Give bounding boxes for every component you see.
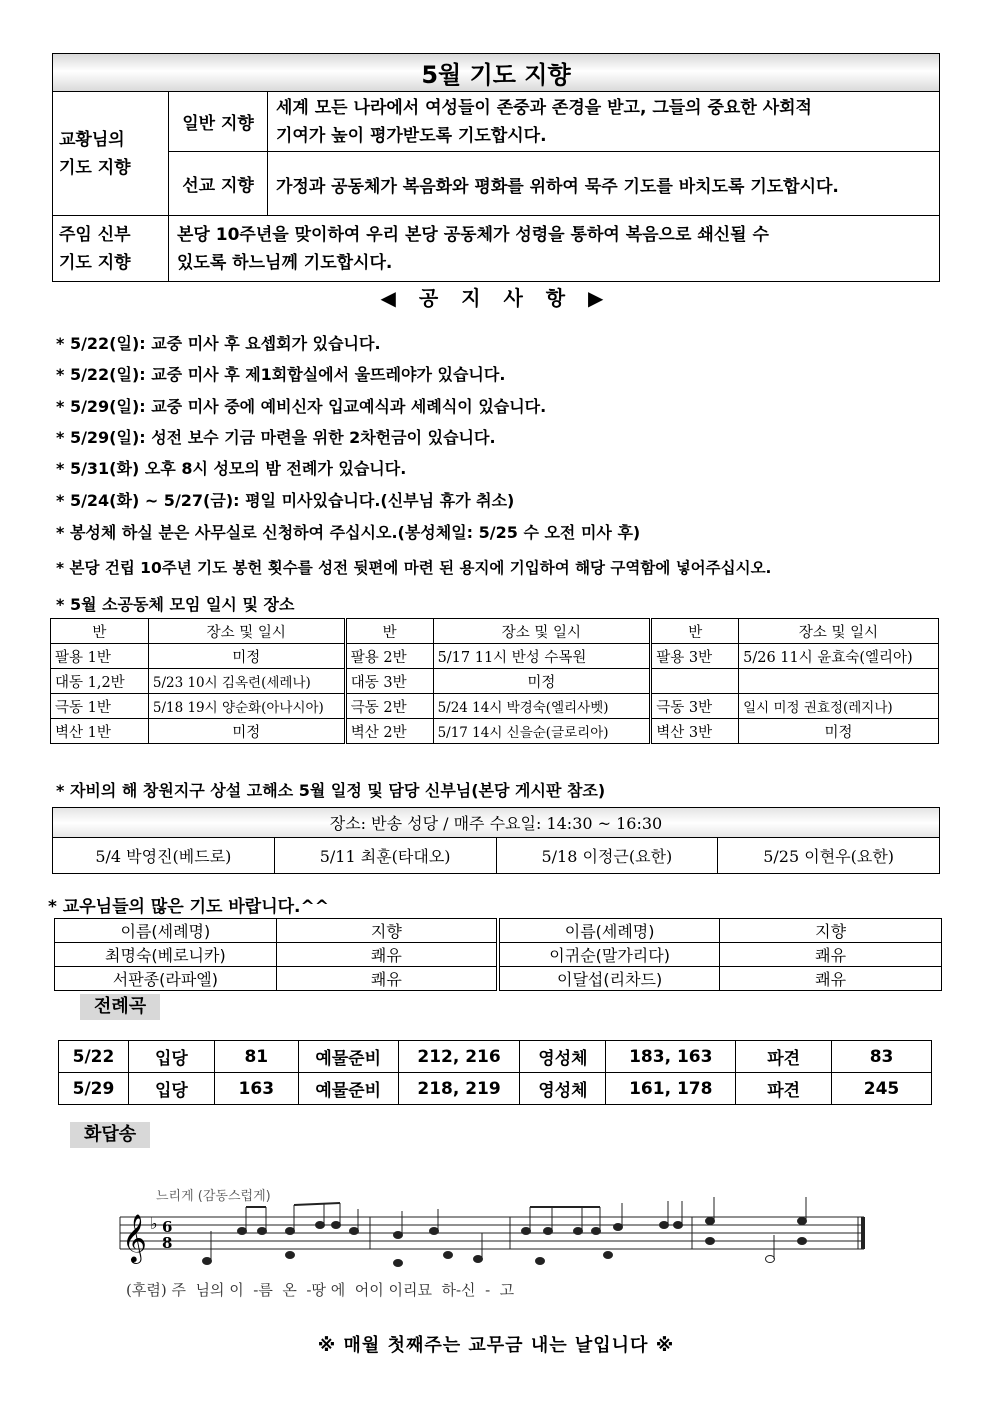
confession-slot: 5/4 박영진(베드로) xyxy=(53,838,275,874)
place-cell: 5/17 14시 신을순(글로리아) xyxy=(433,719,651,744)
group-cell: 대동 1,2반 xyxy=(51,669,149,694)
col-header-place: 장소 및 일시 xyxy=(148,619,345,644)
hymn-part: 입당 xyxy=(128,1041,214,1073)
hymn-number: 83 xyxy=(832,1041,932,1073)
table-row xyxy=(55,967,942,991)
name-cell: 이귀순(말가리다) xyxy=(498,943,720,967)
score-lyrics: (후렴) 주 님의 이 -름 온 -땅 에 어이 이리묘 하-신 - 고 xyxy=(126,1281,515,1299)
confession-slot: 5/18 이정근(요한) xyxy=(496,838,718,874)
pastor-intention-text xyxy=(169,216,940,282)
mission-intention-text: 가정과 공동체가 복음화와 평화를 위하여 묵주 기도를 바치도록 기도합시다. xyxy=(268,152,940,216)
col-header-group: 반 xyxy=(651,619,739,644)
general-intention-label: 일반 지향 xyxy=(169,92,268,152)
name-cell: 서판종(라파엘) xyxy=(55,967,277,991)
intention-cell: 쾌유 xyxy=(720,943,942,967)
pope-label-line2: 기도 지향 xyxy=(59,157,131,178)
confession-place-line: 장소: 반송 성당 / 매주 수요일: 14:30 ~ 16:30 xyxy=(53,808,940,838)
table-row xyxy=(59,1073,932,1105)
group-cell: 팔용 2반 xyxy=(345,644,433,669)
notice-item: * 5/22(일): 교중 미사 후 제1회합실에서 울뜨레야가 있습니다. xyxy=(56,365,506,384)
group-cell: 극동 2반 xyxy=(345,694,433,719)
pastor-label-line2: 기도 지향 xyxy=(59,252,131,273)
pope-label-line1: 교황님의 xyxy=(59,129,125,150)
place-cell: 미정 xyxy=(148,644,345,669)
hymn-number: 245 xyxy=(832,1073,932,1105)
hymn-part: 파견 xyxy=(736,1041,832,1073)
svg-text:6: 6 xyxy=(162,1218,173,1236)
place-cell: 미정 xyxy=(433,669,651,694)
col-header-intention: 지향 xyxy=(720,919,942,943)
svg-text:8: 8 xyxy=(162,1234,173,1252)
right-triangle-icon: ▶ xyxy=(588,286,612,310)
notice-item: * 5/24(화) ~ 5/27(금): 평일 미사있습니다.(신부님 휴가 취소) xyxy=(56,491,515,510)
requests-heading: * 교우님들의 많은 기도 바랍니다.^^ xyxy=(48,897,329,917)
hymn-part: 예물준비 xyxy=(298,1041,398,1073)
table-row xyxy=(51,644,939,669)
group-cell: 벽산 3반 xyxy=(651,719,739,744)
notice-heading xyxy=(0,282,992,311)
notice-item: * 5/29(일): 교중 미사 중에 예비신자 입교예식과 세례식이 있습니다. xyxy=(56,397,547,416)
community-schedule-table xyxy=(50,618,939,744)
pastor-label-line1: 주임 신부 xyxy=(59,224,131,245)
name-cell: 최명숙(베로니카) xyxy=(55,943,277,967)
hymn-part: 파견 xyxy=(736,1073,832,1105)
place-cell: 5/17 11시 반성 수목원 xyxy=(433,644,651,669)
name-cell: 이달섭(리차드) xyxy=(498,967,720,991)
hymn-number: 183, 163 xyxy=(606,1041,736,1073)
notice-item: * 5/22(일): 교중 미사 후 요셉회가 있습니다. xyxy=(56,334,381,353)
pastor-text-line1: 본당 10주년을 맞이하여 우리 본당 공동체가 성령을 통하여 복음으로 쇄신될 수 xyxy=(177,224,769,245)
footer-note: ※ 매월 첫째주는 교무금 내는 날입니다 ※ xyxy=(317,1335,675,1356)
confession-slot: 5/11 최훈(타대오) xyxy=(274,838,496,874)
notice-item: * 5/29(일): 성전 보수 기금 마련을 위한 2차헌금이 있습니다. xyxy=(56,428,496,447)
table-row xyxy=(51,694,939,719)
notice-title-text: 공 지 사 항 xyxy=(418,286,574,310)
hymn-table xyxy=(58,1040,932,1105)
place-cell: 일시 미정 권효정(레지나) xyxy=(739,694,939,719)
hymn-number: 161, 178 xyxy=(606,1073,736,1105)
notice-item: * 5/31(화) 오후 8시 성모의 밤 전례가 있습니다. xyxy=(56,459,407,478)
table-row xyxy=(51,669,939,694)
col-header-name: 이름(세례명) xyxy=(498,919,720,943)
prayer-intention-table xyxy=(52,53,940,282)
confession-table xyxy=(52,807,940,874)
confession-slot: 5/25 이현우(요한) xyxy=(718,838,940,874)
group-cell: 극동 1반 xyxy=(51,694,149,719)
place-cell: 미정 xyxy=(739,719,939,744)
prayer-requests-table xyxy=(54,918,942,991)
place-cell xyxy=(739,669,939,694)
general-text-line1: 세계 모든 나라에서 여성들이 존중과 존경을 받고, 그들의 중요한 사회적 xyxy=(276,97,812,118)
intention-cell: 쾌유 xyxy=(276,943,498,967)
intention-cell: 쾌유 xyxy=(276,967,498,991)
group-cell: 벽산 1반 xyxy=(51,719,149,744)
group-cell: 팔용 3반 xyxy=(651,644,739,669)
treble-clef-icon: 𝄞 xyxy=(122,1213,147,1262)
col-header-group: 반 xyxy=(345,619,433,644)
place-cell: 5/24 14시 박경숙(엘리사벳) xyxy=(433,694,651,719)
community-heading: * 5월 소공동체 모임 일시 및 장소 xyxy=(56,595,295,614)
hymn-date: 5/29 xyxy=(59,1073,129,1105)
group-cell: 팔용 1반 xyxy=(51,644,149,669)
col-header-intention: 지향 xyxy=(276,919,498,943)
table-row xyxy=(51,719,939,744)
hymn-date: 5/22 xyxy=(59,1041,129,1073)
pope-intention-label xyxy=(53,92,169,216)
col-header-place: 장소 및 일시 xyxy=(739,619,939,644)
mission-intention-label: 선교 지향 xyxy=(169,152,268,216)
psalm-label: 화답송 xyxy=(70,1122,150,1148)
tempo-marking: 느리게 (감동스럽게) xyxy=(156,1189,271,1204)
group-cell: 극동 3반 xyxy=(651,694,739,719)
hymn-number: 218, 219 xyxy=(398,1073,520,1105)
col-header-group: 반 xyxy=(51,619,149,644)
place-cell: 5/18 19시 양순화(아나시아) xyxy=(148,694,345,719)
group-cell: 대동 3반 xyxy=(345,669,433,694)
col-header-name: 이름(세례명) xyxy=(55,919,277,943)
pastor-intention-label xyxy=(53,216,169,282)
place-cell: 5/23 10시 김옥련(세레나) xyxy=(148,669,345,694)
table-row xyxy=(55,943,942,967)
hymn-part: 예물준비 xyxy=(298,1073,398,1105)
confession-heading: * 자비의 해 창원지구 상설 고해소 5월 일정 및 담당 신부님(본당 게시판 참조) xyxy=(56,781,606,800)
liturgy-label: 전례곡 xyxy=(80,994,160,1020)
place-cell: 5/26 11시 윤효숙(엘리아) xyxy=(739,644,939,669)
prayer-title: 5월 기도 지향 xyxy=(53,54,940,92)
col-header-place: 장소 및 일시 xyxy=(433,619,651,644)
general-text-line2: 기여가 높이 평가받도록 기도합시다. xyxy=(276,125,547,146)
place-cell: 미정 xyxy=(148,719,345,744)
svg-text:♭: ♭ xyxy=(150,1214,158,1233)
hymn-part: 영성체 xyxy=(520,1073,606,1105)
group-cell xyxy=(651,669,739,694)
hymn-number: 163 xyxy=(214,1073,298,1105)
hymn-number: 81 xyxy=(214,1041,298,1073)
general-intention-text xyxy=(268,92,940,152)
group-cell: 벽산 2반 xyxy=(345,719,433,744)
notice-item: * 본당 건립 10주년 기도 봉헌 횟수를 성전 뒷편에 마련 된 용지에 기입하여 해당 구역함에 넣어주십시오. xyxy=(56,559,772,577)
intention-cell: 쾌유 xyxy=(720,967,942,991)
notice-item: * 봉성체 하실 분은 사무실로 신청하여 주십시오.(봉성체일: 5/25 수 오전 미사 후) xyxy=(56,523,641,542)
hymn-part: 입당 xyxy=(128,1073,214,1105)
hymn-number: 212, 216 xyxy=(398,1041,520,1073)
hymn-part: 영성체 xyxy=(520,1041,606,1073)
table-row xyxy=(59,1041,932,1073)
pastor-text-line2: 있도록 하느님께 기도합시다. xyxy=(177,252,393,273)
left-triangle-icon: ◀ xyxy=(380,286,404,310)
